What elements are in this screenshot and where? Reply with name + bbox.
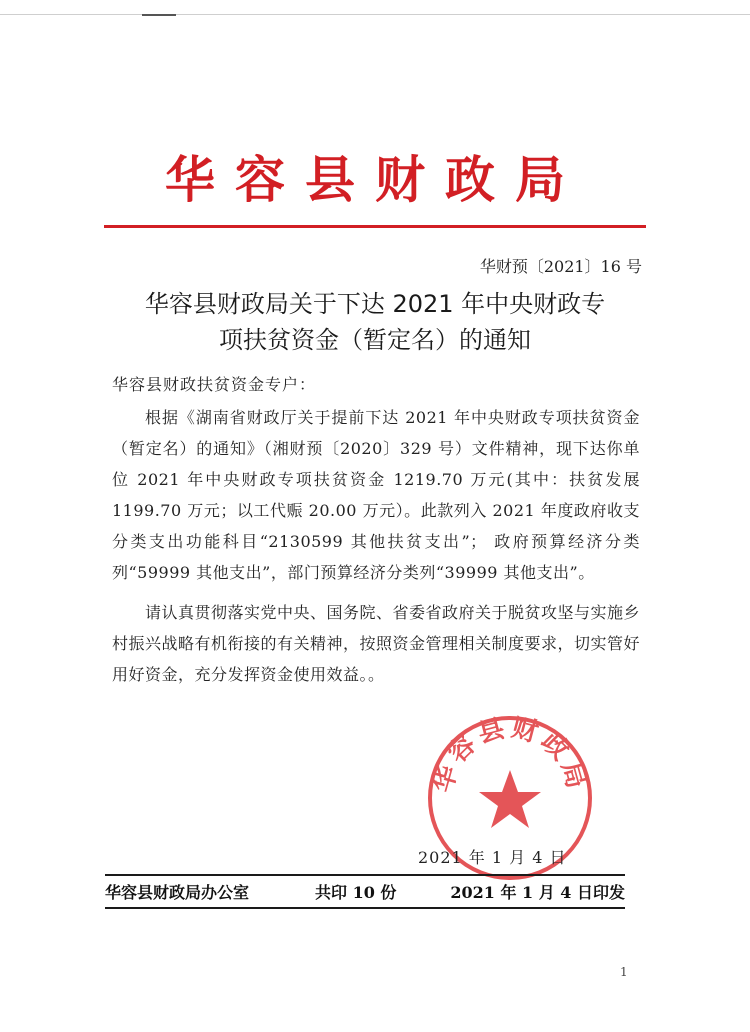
document-number: 华财预〔2021〕16 号 [479,257,642,276]
footer-office: 华容县财政局办公室 [105,883,250,902]
body-paragraph-2: 请认真贯彻落实党中央、国务院、省委省政府关于脱贫攻坚与实施乡村振兴战略有机衔接的有关精神，按照资金管理相关制度要求，切实管好用好资金，充分发挥资金使用效益。。 [112,603,641,684]
body-paragraph-1: 根据《湖南省财政厅关于提前下达 2021 年中央财政专项扶贫资金（暂定名）的通知》（湘财预〔2020〕329 号）文件精神，现下达你单位 2021 年中央财政专项扶贫资金 1219.70 万元(其中：扶贫发展 1199.70 万元；以工代赈 20.00 万元）。此款列入 2021 年度政府收支分类支出功能科目“2130599 其他扶贫支出”； 政府预算经济分类列“59999 其他支出”，部门预算经济分类列“39999 其他支出”。 [112,408,640,582]
footer-rule-top [105,874,625,876]
scan-mark [142,14,176,16]
document-title [100,286,650,358]
document-title-line-1: 华容县财政局关于下达 2021 年中央财政专 [144,290,606,318]
print-footer [105,880,625,906]
document-title-line-2: 项扶贫资金（暂定名）的通知 [219,326,531,354]
footer-printed-date: 2021 年 1 月 4 日印发 [450,883,625,902]
footer-copies: 共印 10 份 [315,883,397,902]
footer-rule-bottom [105,907,625,909]
seal-arc-text: 华容县财政局 [427,712,593,796]
issue-date: 2021 年 1 月 4 日 [418,848,567,867]
seal-star-icon [479,770,541,828]
document-body [112,402,640,690]
scan-top-edge [0,14,750,15]
page-number: 1 [620,965,628,979]
agency-header-title: 华容县财政局 [165,150,585,209]
recipient: 华容县财政扶贫资金专户： [112,375,317,394]
red-header-rule [104,225,646,228]
